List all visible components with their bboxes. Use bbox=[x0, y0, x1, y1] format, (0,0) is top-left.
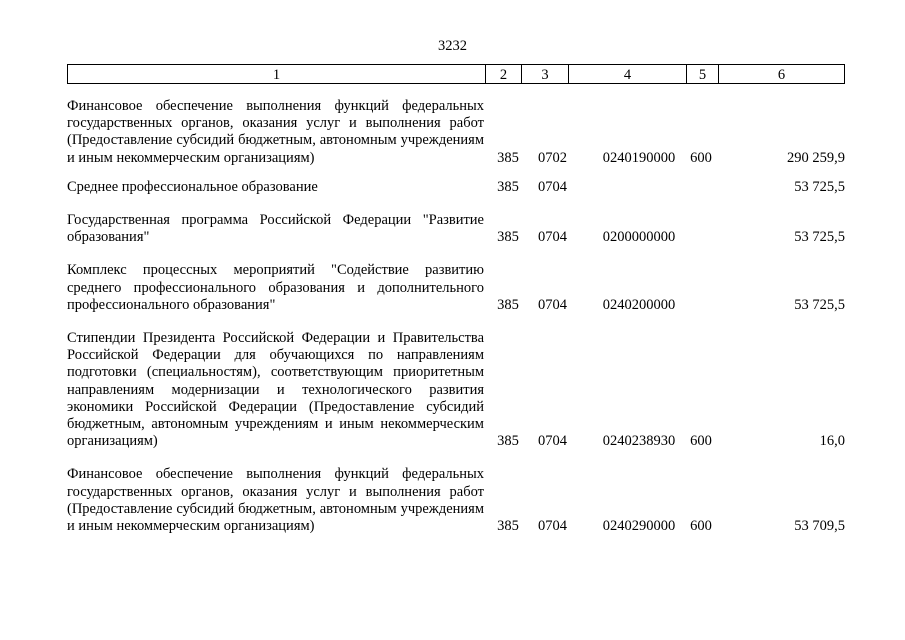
row-ministry-code: 385 bbox=[497, 296, 519, 313]
row-amount: 16,0 bbox=[819, 433, 845, 450]
row-expense-type: 600 bbox=[690, 433, 712, 450]
column-header-6: 6 bbox=[719, 65, 845, 84]
row-description: Государственная программа Российской Федерации "Развитие образования" bbox=[67, 212, 484, 246]
budget-rows bbox=[67, 98, 847, 535]
row-description: Финансовое обеспечение выполнения функций федеральных государственных органов, оказания услуг и выполнения работ (Предоставление субсидий бюджетным, автономным учреждениям и иным некоммерческим организациям) bbox=[67, 466, 484, 535]
row-ministry-code: 385 bbox=[497, 518, 519, 535]
row-ministry-code: 385 bbox=[497, 229, 519, 246]
row-section-code: 0704 bbox=[538, 518, 567, 535]
row-ministry-code: 385 bbox=[497, 178, 519, 195]
column-header-4: 4 bbox=[569, 65, 687, 84]
row-amount: 53 725,5 bbox=[794, 178, 845, 195]
column-header-row bbox=[68, 65, 845, 84]
row-amount: 53 725,5 bbox=[794, 229, 845, 246]
row-amount: 53 725,5 bbox=[794, 296, 845, 313]
column-header-3: 3 bbox=[522, 65, 569, 84]
row-section-code: 0704 bbox=[538, 178, 567, 195]
row-description: Среднее профессиональное образование bbox=[67, 178, 318, 195]
row-target-code: 0240190000 bbox=[602, 149, 676, 166]
row-expense-type: 600 bbox=[690, 149, 712, 166]
table-row bbox=[67, 466, 847, 535]
table-row bbox=[67, 98, 847, 167]
row-target-code: 0240290000 bbox=[602, 518, 676, 535]
row-section-code: 0704 bbox=[538, 296, 567, 313]
row-description: Финансовое обеспечение выполнения функций федеральных государственных органов, оказания услуг и выполнения работ (Предоставление субсидий бюджетным, автономным учреждениям и иным некоммерческим организациям) bbox=[67, 98, 484, 166]
table-row bbox=[67, 212, 847, 246]
row-description: Комплекс процессных мероприятий "Содействие развитию среднего профессионального образования и дополнительного профессионального образования" bbox=[67, 262, 484, 313]
column-header-2: 2 bbox=[486, 65, 522, 84]
row-expense-type: 600 bbox=[690, 518, 712, 535]
row-amount: 53 709,5 bbox=[794, 518, 845, 535]
row-section-code: 0702 bbox=[538, 149, 567, 166]
column-header-5: 5 bbox=[687, 65, 719, 84]
row-description: Стипендии Президента Российской Федерации и Правительства Российской Федерации для обучающихся по направлениям подготовки (специальностям), соответствующим приоритетным направлениям модернизации и технологического развития экономики Российской Федерации (Предоставление субсидий бюджетным, автономным учреждениям и иным некоммерческим организациям) bbox=[67, 330, 484, 450]
column-header-1: 1 bbox=[68, 65, 486, 84]
page-number: 3232 bbox=[438, 38, 467, 54]
table-row bbox=[67, 262, 847, 314]
row-target-code: 0240238930 bbox=[602, 433, 676, 450]
row-ministry-code: 385 bbox=[497, 433, 519, 450]
row-ministry-code: 385 bbox=[497, 149, 519, 166]
table-row bbox=[67, 179, 847, 196]
row-section-code: 0704 bbox=[538, 229, 567, 246]
table-row bbox=[67, 330, 847, 450]
row-target-code: 0200000000 bbox=[602, 229, 676, 246]
column-header-table bbox=[67, 64, 845, 84]
row-target-code: 0240200000 bbox=[602, 296, 676, 313]
row-section-code: 0704 bbox=[538, 433, 567, 450]
row-amount: 290 259,9 bbox=[787, 149, 845, 166]
